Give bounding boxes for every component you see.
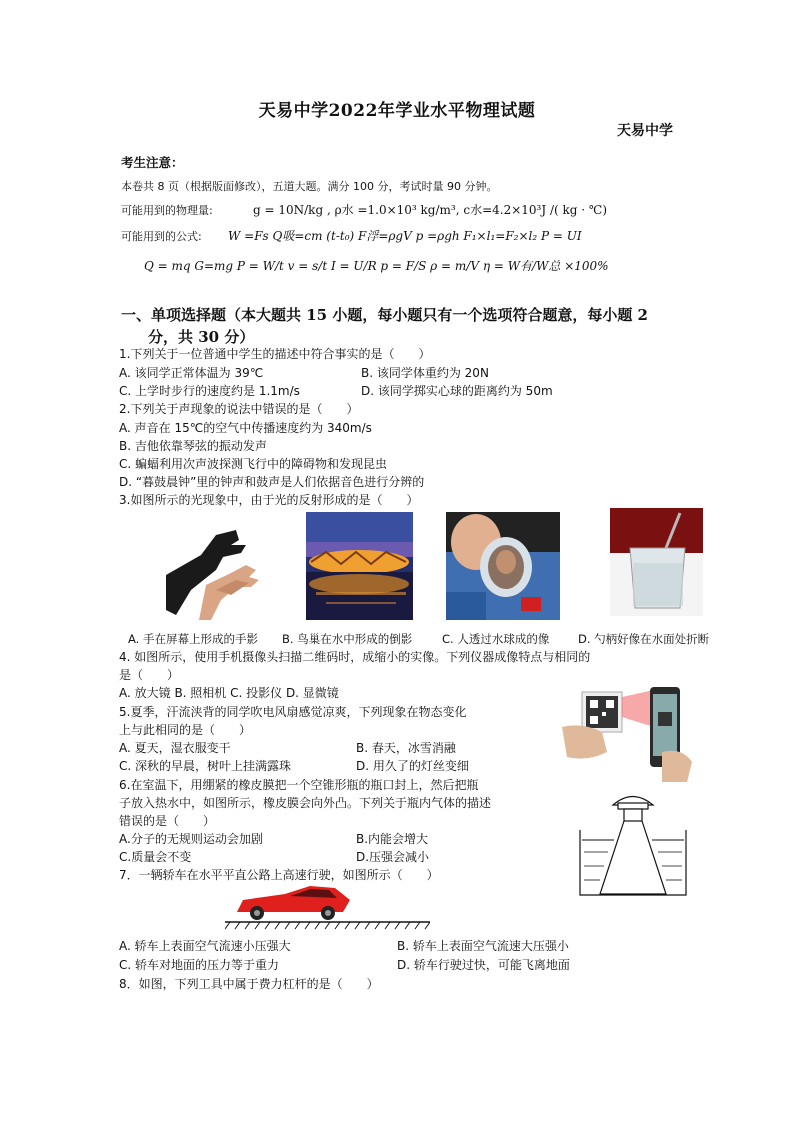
- q6-option-a: A.分子的无规则运动会加剧: [119, 832, 263, 846]
- q5-option-b: B. 春天，冰雪消融: [356, 741, 456, 755]
- water-ball-image: [446, 512, 560, 620]
- notice-formulas-line1: W =Fs Q吸=cm (t-t₀) F浮=ρgV p =ρgh F₁×l₁=F₂×l₂ P = UI: [228, 229, 582, 243]
- q1-option-d: D. 该同学掷实心球的距离约为 50m: [361, 384, 553, 398]
- hand-shadow-image: [161, 515, 269, 623]
- q5-stem-line2: 上与此相同的是（ ）: [119, 723, 252, 737]
- q1-option-c: C. 上学时步行的速度约是 1.1m/s: [119, 384, 300, 398]
- q7-stem: 7．一辆轿车在水平平直公路上高速行驶，如图所示（ ）: [119, 868, 439, 882]
- notice-heading: 考生注意：: [121, 155, 184, 170]
- q3-caption-d: D. 勺柄好像在水面处折断: [578, 632, 710, 646]
- q7-option-a: A. 轿车上表面空气流速小压强大: [119, 939, 291, 953]
- q7-option-b: B. 轿车上表面空气流速大压强小: [397, 939, 569, 953]
- q5-option-a: A. 夏天，湿衣服变干: [119, 741, 231, 755]
- q1-option-b: B. 该同学体重约为 20N: [361, 366, 489, 380]
- notice-formulas-line2: Q = mq G=mg P = W/t v = s/t I = U/R p = F/S ρ = m/V η = W有/W总 ×100%: [144, 259, 609, 273]
- birds-nest-reflection-image: [306, 512, 413, 620]
- q3-caption-c: C. 人透过水球成的像: [442, 632, 550, 646]
- q2-option-c: C. 蝙蝠利用次声波探测飞行中的障碍物和发现昆虫: [119, 457, 388, 471]
- q6-option-d: D.压强会减小: [356, 850, 430, 864]
- spoon-glass-image: [610, 508, 703, 616]
- q2-option-d: D. “暮鼓晨钟”里的钟声和鼓声是人们依据音色进行分辨的: [119, 475, 425, 489]
- page-title: 天易中学2022年学业水平物理试题: [258, 101, 536, 121]
- q6-stem-line2: 子放入热水中，如图所示，橡皮膜会向外凸。下列关于瓶内气体的描述: [119, 796, 492, 810]
- q1-option-a: A. 该同学正常体温为 39℃: [119, 366, 264, 380]
- q3-caption-a: A. 手在屏幕上形成的手影: [128, 632, 258, 646]
- q7-option-d: D. 轿车行驶过快，可能飞离地面: [397, 958, 570, 972]
- q5-option-d: D. 用久了的灯丝变细: [356, 759, 469, 773]
- school-name: 天易中学: [617, 123, 673, 139]
- section1-heading-line1: 一、单项选择题（本大题共 15 小题，每小题只有一个选项符合题意，每小题 2: [121, 306, 648, 324]
- q1-stem: 1.下列关于一位普通中学生的描述中符合事实的是（ ）: [119, 347, 431, 361]
- q6-option-c: C.质量会不变: [119, 850, 192, 864]
- qr-scan-image: [562, 682, 697, 782]
- q4-stem-line1: 4. 如图所示，使用手机摄像头扫描二维码时，成缩小的实像。下列仪器成像特点与相同的: [119, 650, 591, 664]
- notice-line1: 本卷共 8 页（根据版面修改），五道大题。满分 100 分，考试时量 90 分钟。: [121, 180, 498, 193]
- notice-constants-label: 可能用到的物理量:: [121, 204, 213, 217]
- q3-stem: 3.如图所示的光现象中，由于光的反射形成的是（ ）: [119, 493, 419, 507]
- q5-option-c: C. 深秋的早晨，树叶上挂满露珠: [119, 759, 292, 773]
- q6-stem-line1: 6.在室温下，用绷紧的橡皮膜把一个空锥形瓶的瓶口封上，然后把瓶: [119, 778, 479, 792]
- q2-option-b: B. 吉他依靠琴弦的振动发声: [119, 439, 267, 453]
- q6-option-b: B.内能会增大: [356, 832, 429, 846]
- flask-hot-water-diagram: [578, 790, 688, 898]
- q4-options: A. 放大镜 B. 照相机 C. 投影仪 D. 显微镜: [119, 686, 339, 700]
- car-on-road-image: [225, 882, 430, 932]
- q5-stem-line1: 5.夏季，汗流浃背的同学吹电风扇感觉凉爽，下列现象在物态变化: [119, 705, 467, 719]
- notice-formulas-label: 可能用到的公式:: [121, 230, 202, 243]
- q2-option-a: A. 声音在 15℃的空气中传播速度约为 340m/s: [119, 421, 372, 435]
- q6-stem-line3: 错误的是（ ）: [119, 814, 216, 828]
- q3-caption-b: B. 鸟巢在水中形成的倒影: [282, 632, 413, 646]
- q7-option-c: C. 轿车对地面的压力等于重力: [119, 958, 280, 972]
- q8-stem: 8．如图，下列工具中属于费力杠杆的是（ ）: [119, 977, 379, 991]
- q2-stem: 2.下列关于声现象的说法中错误的是（ ）: [119, 402, 359, 416]
- section1-heading-line2: 分，共 30 分）: [148, 328, 255, 346]
- notice-constants: g = 10N/kg , ρ水 =1.0×10³ kg/m³, c水=4.2×10³J /( kg · ℃): [253, 203, 608, 217]
- q4-stem-line2: 是（ ）: [119, 668, 180, 682]
